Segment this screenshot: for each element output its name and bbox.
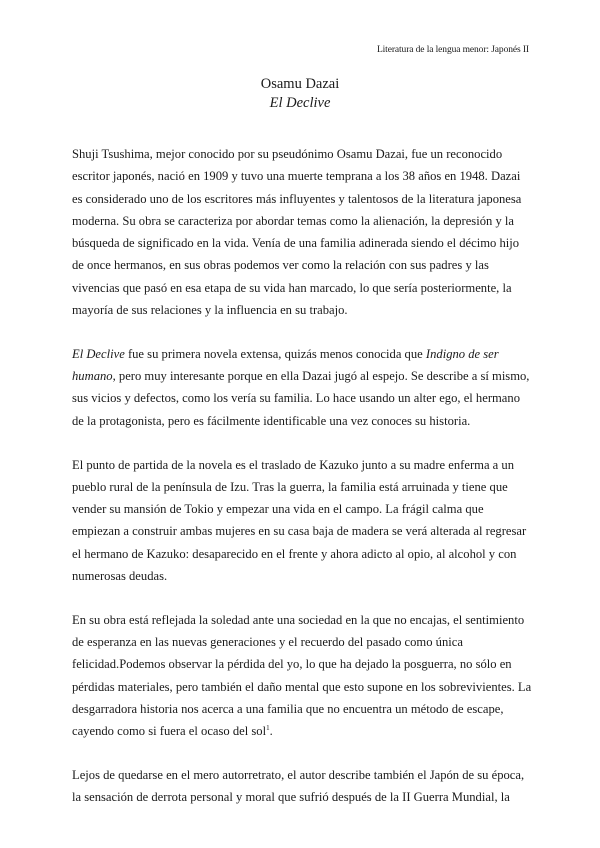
paragraph-text: .: [269, 724, 273, 739]
paragraph-intro: Shuji Tsushima, mejor conocido por su pseudónimo Osamu Dazai, fue un reconocido escritor japonés, nació en 1909 y tuvo una muerte temprana a los 38 años en 1948. Dazai es considerado uno de los escritores más influyentes y talentosos de la literatura japonesa moderna. Su obra se caracteriza por abordar temas como la alienación, la depresión y la búsqueda de significado en la vida. Venía de una familia adinerada siendo el décimo hijo de once hermanos, en sus obras podemos ver como la relación con sus padres y las vivencias que pasó en esa etapa de su vida han marcado, lo que sería posteriormente, la mayoría de sus relaciones y la influencia en su trabajo.: [72, 147, 522, 318]
footnote-marker[interactable]: 1: [266, 724, 270, 733]
work-title: El Declive: [269, 95, 331, 111]
italic-title-el-declive: El Declive: [72, 346, 125, 361]
title-block: [0, 75, 600, 113]
paragraph-context: Lejos de quedarse en el mero autorretrato, el autor describe también el Japón de su época, la sensación de derrota personal y moral que sufrió después de la II Guerra Mundial, la: [72, 768, 525, 805]
italic-title-indigno: Indigno de ser humano: [72, 346, 499, 384]
paragraph-plot: El punto de partida de la novela es el traslado de Kazuko junto a su madre enferma a un pueblo rural de la península de Izu. Tras la guerra, la familia está arruinada y tiene que vender su mansión de Tokio y empezar una vida en el campo. La frágil calma que empiezan a construir ambas mujeres en su casa baja de madera se verá alterada al regresar el hermano de Kazuko: desaparecido en el frente y ahora adicto al opio, al alcohol y con numerosas deudas.: [72, 457, 527, 584]
paragraph-text: , pero muy interesante porque en ella Dazai jugó al espejo. Se describe a sí mismo, sus vicios y defectos, como los vería su familia. Lo hace usando un alter ego, el hermano de la protagonista, pero es fácilmente identificable una vez conoces su historia.: [72, 369, 530, 428]
author-name: Osamu Dazai: [260, 76, 340, 92]
paragraph-themes: [72, 609, 532, 743]
running-header: Literatura de la lengua menor: Japonés II: [376, 45, 529, 55]
paragraph-text: En su obra está reflejada la soledad ante una sociedad en la que no encajas, el sentimiento de esperanza en las nuevas generaciones y el recuerdo del pasado como única felicidad.Podemos observar la pérdida del yo, lo que ha dejado la posguerra, no sólo en pérdidas materiales, pero también el daño mental que esto supone en los sobrevivientes. La desgarradora historia nos acerca a una familia que no encuentra un método de escape, cayendo como si fuera el ocaso del sol: [72, 612, 532, 739]
body-text: [72, 143, 532, 830]
paragraph-novel: [72, 343, 532, 432]
paragraph-text: fue su primera novela extensa, quizás menos conocida que: [124, 346, 426, 361]
